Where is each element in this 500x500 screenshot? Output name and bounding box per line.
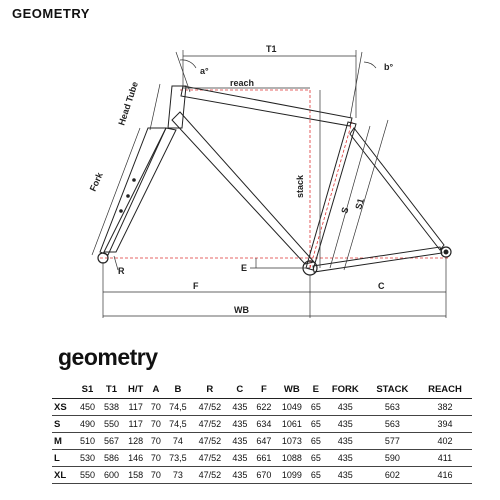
table-cell: 158	[123, 467, 147, 484]
table-cell: 563	[367, 399, 418, 416]
table-cell: 563	[367, 416, 418, 433]
table-cell: 70	[148, 399, 164, 416]
seat-tube	[306, 122, 356, 270]
table-cell: 74,5	[164, 416, 192, 433]
table-cell: 435	[324, 433, 367, 450]
column-header: A	[148, 382, 164, 399]
geometry-table	[52, 382, 472, 484]
column-header: B	[164, 382, 192, 399]
table-cell: 435	[324, 416, 367, 433]
table-cell: 70	[148, 416, 164, 433]
reach-label: reach	[230, 78, 255, 88]
r-label: R	[118, 266, 125, 276]
s-dim-line	[330, 126, 370, 268]
column-header: REACH	[418, 382, 472, 399]
table-cell: 435	[324, 399, 367, 416]
table-row	[52, 416, 472, 433]
column-header: E	[308, 382, 324, 399]
table-cell: 65	[308, 416, 324, 433]
dimension-lines	[92, 50, 446, 318]
table-cell: 670	[252, 467, 276, 484]
s-label: S	[339, 206, 351, 215]
table-cell: 634	[252, 416, 276, 433]
e-label: E	[241, 263, 248, 273]
table-cell: 1099	[276, 467, 308, 484]
table-cell: 65	[308, 399, 324, 416]
column-header: WB	[276, 382, 308, 399]
table-cell: 382	[418, 399, 472, 416]
head-tube-dim-line	[150, 84, 160, 130]
table-cell: 586	[99, 450, 123, 467]
table-cell: 550	[75, 467, 99, 484]
table-body	[52, 399, 472, 484]
table-cell: 74	[164, 433, 192, 450]
table-cell: 590	[367, 450, 418, 467]
axles	[98, 247, 451, 275]
table-cell: 65	[308, 467, 324, 484]
seat-tube-reference-line	[310, 122, 352, 268]
table-heading: geometry	[58, 344, 158, 370]
table-cell: 47/52	[192, 433, 228, 450]
table-cell: 435	[324, 467, 367, 484]
table-cell: 73	[164, 467, 192, 484]
table-cell: 416	[418, 467, 472, 484]
table-cell: 647	[252, 433, 276, 450]
fork-label: Fork	[87, 170, 105, 193]
table-cell: 394	[418, 416, 472, 433]
fork-dim-line	[92, 128, 140, 255]
size-label: S	[52, 416, 75, 433]
size-label: L	[52, 450, 75, 467]
wb-label: WB	[234, 305, 249, 315]
column-header: T1	[99, 382, 123, 399]
t1-label: T1	[266, 44, 277, 54]
table-header-row	[52, 382, 472, 399]
frame-tubes	[100, 86, 444, 272]
fork-dot	[119, 209, 123, 213]
f-label: F	[193, 281, 199, 291]
page-title: GEOMETRY	[12, 6, 90, 21]
table-row	[52, 450, 472, 467]
column-header: C	[228, 382, 252, 399]
table-cell: 538	[99, 399, 123, 416]
table-cell: 435	[228, 399, 252, 416]
table-row	[52, 433, 472, 450]
table-cell: 577	[367, 433, 418, 450]
column-header: H/T	[123, 382, 147, 399]
table-cell: 47/52	[192, 450, 228, 467]
c-label: C	[378, 281, 385, 291]
column-header: F	[252, 382, 276, 399]
table-cell: 70	[148, 450, 164, 467]
table-cell: 47/52	[192, 416, 228, 433]
head-tube-label: Head Tube	[116, 80, 140, 127]
table-cell: 65	[308, 433, 324, 450]
table-row	[52, 399, 472, 416]
table-cell: 411	[418, 450, 472, 467]
table-cell: 435	[228, 416, 252, 433]
column-header: S1	[75, 382, 99, 399]
size-label: XS	[52, 399, 75, 416]
table-cell: 70	[148, 467, 164, 484]
size-label: M	[52, 433, 75, 450]
table-cell: 146	[123, 450, 147, 467]
table-cell: 47/52	[192, 399, 228, 416]
table-cell: 73,5	[164, 450, 192, 467]
stack-label: stack	[295, 174, 305, 198]
s1-label: S1	[353, 197, 366, 211]
fork-blade	[104, 128, 176, 252]
table-cell: 550	[99, 416, 123, 433]
table-cell: 1049	[276, 399, 308, 416]
down-tube	[172, 112, 314, 264]
table-cell: 530	[75, 450, 99, 467]
table-cell: 117	[123, 399, 147, 416]
table-cell: 435	[228, 433, 252, 450]
table-cell: 490	[75, 416, 99, 433]
table-cell: 74,5	[164, 399, 192, 416]
table-cell: 1088	[276, 450, 308, 467]
table-cell: 402	[418, 433, 472, 450]
table-cell: 602	[367, 467, 418, 484]
table-cell: 450	[75, 399, 99, 416]
rear-axle-center	[444, 250, 448, 254]
table-cell: 1073	[276, 433, 308, 450]
head-angle-label: a°	[200, 66, 209, 76]
table-row	[52, 467, 472, 484]
size-label: XL	[52, 467, 75, 484]
table-cell: 435	[228, 467, 252, 484]
column-header: STACK	[367, 382, 418, 399]
table-cell: 510	[75, 433, 99, 450]
table-cell: 70	[148, 433, 164, 450]
table-cell: 661	[252, 450, 276, 467]
seat-angle-arc	[364, 62, 376, 68]
table-cell: 65	[308, 450, 324, 467]
top-tube	[181, 86, 352, 126]
column-header: R	[192, 382, 228, 399]
table-cell: 117	[123, 416, 147, 433]
table-cell: 622	[252, 399, 276, 416]
seat-angle-label: b°	[384, 62, 394, 72]
fork-dot	[132, 178, 136, 182]
column-header	[52, 382, 75, 399]
fork-dot	[126, 194, 130, 198]
table-cell: 435	[324, 450, 367, 467]
table-cell: 600	[99, 467, 123, 484]
head-tube	[168, 86, 186, 128]
column-header: FORK	[324, 382, 367, 399]
table-cell: 1061	[276, 416, 308, 433]
table-cell: 128	[123, 433, 147, 450]
table-cell: 435	[228, 450, 252, 467]
table-cell: 567	[99, 433, 123, 450]
head-angle-arc	[180, 60, 196, 68]
table-cell: 47/52	[192, 467, 228, 484]
